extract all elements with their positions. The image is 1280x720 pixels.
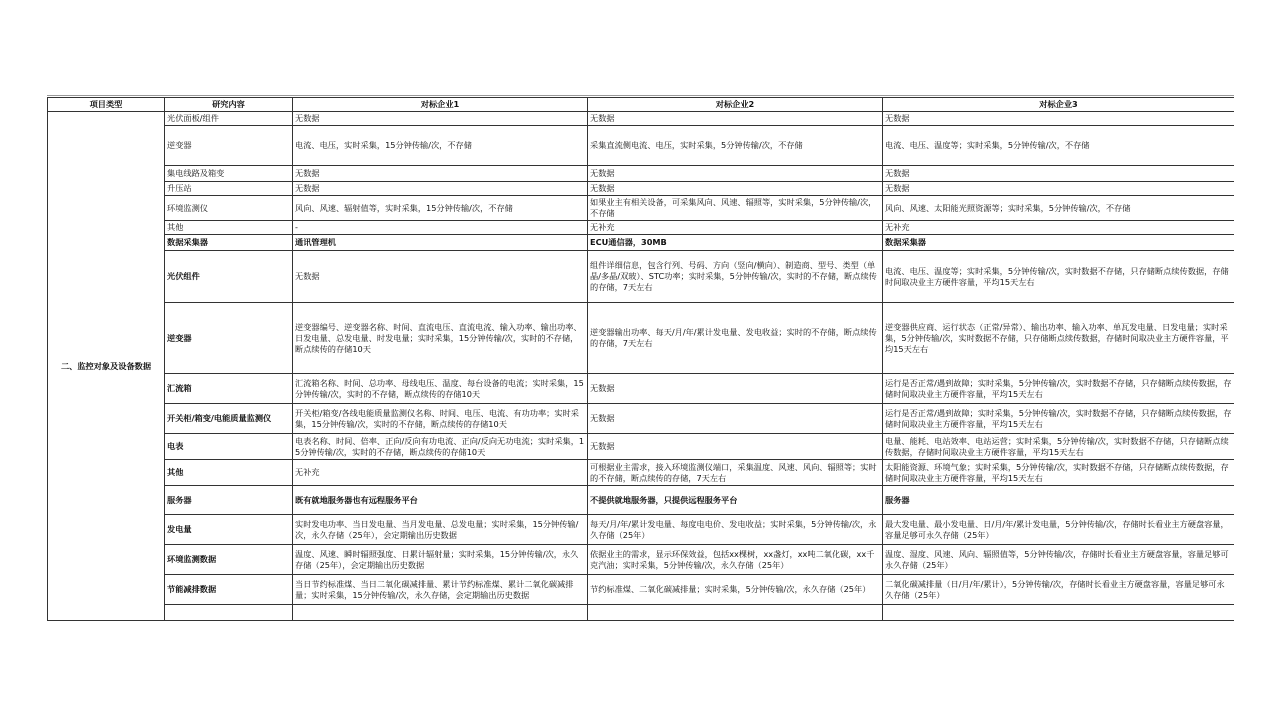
row-label-cell[interactable]: 发电量 [165, 515, 293, 545]
row-label-cell[interactable]: 升压站 [165, 182, 293, 196]
header-row [48, 98, 1235, 112]
company-1-cell[interactable]: 温度、风速、瞬时辐照强度、日累计辐射量；实时采集，15分钟传输/次，永久存储（25年），会定期输出历史数据 [293, 545, 588, 575]
company-3-cell[interactable]: 电流、电压、温度等；实时采集，5分钟传输/次，实时数据不存储，只存储断点续传数据，存储时间取决业主方硬件容量，平均15天左右 [883, 251, 1235, 303]
company-1-cell[interactable]: - [293, 221, 588, 235]
company-3-cell[interactable]: 电流、电压、温度等；实时采集，5分钟传输/次，不存储 [883, 126, 1235, 166]
row-label-cell[interactable]: 其他 [165, 221, 293, 235]
row-label-cell[interactable]: 逆变器 [165, 303, 293, 374]
company-1-cell[interactable]: 无数据 [293, 112, 588, 126]
table-row [48, 434, 1235, 460]
row-label-cell[interactable]: 光伏组件 [165, 251, 293, 303]
company-2-cell[interactable]: 依据业主的需求，显示环保效益，包括xx棵树，xx盏灯，xx吨二氧化碳，xx千克汽油；实时采集，5分钟传输/次，永久存储（25年） [588, 545, 883, 575]
company-1-cell[interactable]: 既有就地服务器也有远程服务平台 [293, 486, 588, 515]
header-company-2: 对标企业2 [588, 98, 883, 112]
company-2-cell[interactable]: 如果业主有相关设备，可采集风向、风速、辐照等，实时采集，5分钟传输/次，不存储 [588, 196, 883, 221]
spreadsheet-view[interactable] [47, 97, 1234, 624]
company-1-cell[interactable] [293, 605, 588, 621]
table-row [48, 605, 1235, 621]
company-3-cell[interactable]: 温度、湿度、风速、风向、辐照值等，5分钟传输/次，存储时长看业主方硬盘容量，容量足够可永久存储（25年） [883, 545, 1235, 575]
table-row [48, 126, 1235, 166]
table-row [48, 112, 1235, 126]
table-row [48, 235, 1235, 251]
row-label-cell[interactable]: 环境监测仪 [165, 196, 293, 221]
company-1-cell[interactable]: 实时发电功率、当日发电量、当月发电量、总发电量；实时采集，15分钟传输/次，永久存储（25年），会定期输出历史数据 [293, 515, 588, 545]
row-label-cell[interactable]: 逆变器 [165, 126, 293, 166]
table-row [48, 182, 1235, 196]
company-3-cell[interactable]: 运行是否正常/遇到故障；实时采集，5分钟传输/次，实时数据不存储，只存储断点续传数据，存储时间取决业主方硬件容量，平均15天左右 [883, 404, 1235, 434]
company-2-cell[interactable]: ECU通信器，30MB [588, 235, 883, 251]
company-2-cell[interactable]: 节约标准煤、二氧化碳减排量；实时采集，5分钟传输/次，永久存储（25年） [588, 575, 883, 605]
header-project-type: 项目类型 [48, 98, 165, 112]
company-2-cell[interactable]: 无数据 [588, 434, 883, 460]
company-3-cell[interactable]: 数据采集器 [883, 235, 1235, 251]
company-1-cell[interactable]: 无数据 [293, 251, 588, 303]
company-3-cell[interactable]: 无数据 [883, 182, 1235, 196]
table-body [48, 112, 1235, 621]
company-2-cell[interactable] [588, 605, 883, 621]
table-row [48, 404, 1235, 434]
company-3-cell[interactable]: 无数据 [883, 112, 1235, 126]
row-label-cell[interactable] [165, 605, 293, 621]
company-1-cell[interactable]: 无数据 [293, 182, 588, 196]
company-3-cell[interactable]: 风向、风速、太阳能光照资源等；实时采集，5分钟传输/次，不存储 [883, 196, 1235, 221]
company-2-cell[interactable]: 采集直流侧电流、电压，实时采集，5分钟传输/次，不存储 [588, 126, 883, 166]
company-1-cell[interactable]: 通讯管理机 [293, 235, 588, 251]
company-1-cell[interactable]: 电流、电压，实时采集，15分钟传输/次，不存储 [293, 126, 588, 166]
company-2-cell[interactable]: 不提供就地服务器，只提供远程服务平台 [588, 486, 883, 515]
company-2-cell[interactable]: 无数据 [588, 374, 883, 404]
table-row [48, 251, 1235, 303]
row-label-cell[interactable]: 数据采集器 [165, 235, 293, 251]
company-1-cell[interactable]: 无数据 [293, 166, 588, 182]
sheet-top-line [47, 95, 1234, 96]
row-label-cell[interactable]: 开关柜/箱变/电能质量监测仪 [165, 404, 293, 434]
header-company-1: 对标企业1 [293, 98, 588, 112]
company-1-cell[interactable]: 无补充 [293, 460, 588, 486]
company-3-cell[interactable]: 二氧化碳减排量（日/月/年/累计），5分钟传输/次，存储时长看业主方硬盘容量，容量足够可永久存储（25年） [883, 575, 1235, 605]
company-1-cell[interactable]: 汇流箱名称、时间、总功率、母线电压、温度、每台设备的电流；实时采集，15分钟传输/次，实时的不存储，断点续传的存储10天 [293, 374, 588, 404]
company-1-cell[interactable]: 电表名称、时间、倍率、正向/反向有功电流、正向/反向无功电流；实时采集，15分钟传输/次，实时的不存储，断点续传的存储10天 [293, 434, 588, 460]
table-row [48, 460, 1235, 486]
row-label-cell[interactable]: 集电线路及箱变 [165, 166, 293, 182]
table-row [48, 196, 1235, 221]
header-research-content: 研究内容 [165, 98, 293, 112]
company-3-cell[interactable]: 无补充 [883, 221, 1235, 235]
row-label-cell[interactable]: 环境监测数据 [165, 545, 293, 575]
table-row [48, 486, 1235, 515]
table-row [48, 515, 1235, 545]
company-3-cell[interactable]: 无数据 [883, 166, 1235, 182]
company-2-cell[interactable]: 无数据 [588, 404, 883, 434]
company-2-cell[interactable]: 无数据 [588, 112, 883, 126]
company-3-cell[interactable]: 电量、能耗、电站效率、电站运营；实时采集，5分钟传输/次，实时数据不存储，只存储断点续传数据，存储时间取决业主方硬件容量，平均15天左右 [883, 434, 1235, 460]
company-1-cell[interactable]: 当日节约标准煤、当日二氧化碳减排量、累计节约标准煤、累计二氧化碳减排量；实时采集，15分钟传输/次，永久存储，会定期输出历史数据 [293, 575, 588, 605]
table-row [48, 374, 1235, 404]
row-label-cell[interactable]: 其他 [165, 460, 293, 486]
row-label-cell[interactable]: 服务器 [165, 486, 293, 515]
company-3-cell[interactable]: 服务器 [883, 486, 1235, 515]
company-3-cell[interactable]: 运行是否正常/遇到故障；实时采集，5分钟传输/次，实时数据不存储，只存储断点续传数据，存储时间取决业主方硬件容量，平均15天左右 [883, 374, 1235, 404]
table-row [48, 575, 1235, 605]
company-1-cell[interactable]: 风向、风速、辐射值等，实时采集，15分钟传输/次，不存储 [293, 196, 588, 221]
company-2-cell[interactable]: 可根据业主需求，接入环境监测仪端口，采集温度、风速、风向、辐照等；实时的不存储，断点续传的存储，7天左右 [588, 460, 883, 486]
company-2-cell[interactable]: 逆变器输出功率、每天/月/年/累计发电量、发电收益；实时的不存储，断点续传的存储，7天左右 [588, 303, 883, 374]
category-cell[interactable]: 二、监控对象及设备数据 [48, 112, 165, 621]
company-2-cell[interactable]: 无补充 [588, 221, 883, 235]
company-1-cell[interactable]: 开关柜/箱变/各线电能质量监测仪名称、时间、电压、电流、有功功率；实时采集，15分钟传输/次，实时的不存储，断点续传的存储10天 [293, 404, 588, 434]
company-3-cell[interactable]: 最大发电量、最小发电量、日/月/年/累计发电量，5分钟传输/次，存储时长看业主方硬盘容量，容量足够可永久存储（25年） [883, 515, 1235, 545]
company-3-cell[interactable]: 逆变器供应商、运行状态（正常/异常）、输出功率、输入功率、单瓦发电量、日发电量；实时采集，5分钟传输/次，实时数据不存储，只存储断点续传数据，存储时间取决业主方硬件容量，平均15天左右 [883, 303, 1235, 374]
company-3-cell[interactable] [883, 605, 1235, 621]
company-2-cell[interactable]: 无数据 [588, 166, 883, 182]
table-row [48, 303, 1235, 374]
row-label-cell[interactable]: 汇流箱 [165, 374, 293, 404]
table-row [48, 166, 1235, 182]
row-label-cell[interactable]: 节能减排数据 [165, 575, 293, 605]
company-2-cell[interactable]: 组件详细信息，包含行列、号码、方向（竖向/横向）、制造商、型号、类型（单晶/多晶/双玻）、STC功率；实时采集，5分钟传输/次，实时的不存储，断点续传的存储，7天左右 [588, 251, 883, 303]
company-2-cell[interactable]: 无数据 [588, 182, 883, 196]
table-row [48, 221, 1235, 235]
company-1-cell[interactable]: 逆变器编号、逆变器名称、时间、直流电压、直流电流、输入功率、输出功率、日发电量、总发电量、时发电量；实时采集，15分钟传输/次，实时的不存储，断点续传的存储10天 [293, 303, 588, 374]
comparison-table [47, 97, 1234, 621]
company-2-cell[interactable]: 每天/月/年/累计发电量、每度电电价、发电收益；实时采集，5分钟传输/次，永久存储（25年） [588, 515, 883, 545]
row-label-cell[interactable]: 光伏面板/组件 [165, 112, 293, 126]
table-row [48, 545, 1235, 575]
row-label-cell[interactable]: 电表 [165, 434, 293, 460]
company-3-cell[interactable]: 太阳能资源、环境气象；实时采集，5分钟传输/次，实时数据不存储，只存储断点续传数据，存储时间取决业主方硬件容量，平均15天左右 [883, 460, 1235, 486]
header-company-3: 对标企业3 [883, 98, 1235, 112]
